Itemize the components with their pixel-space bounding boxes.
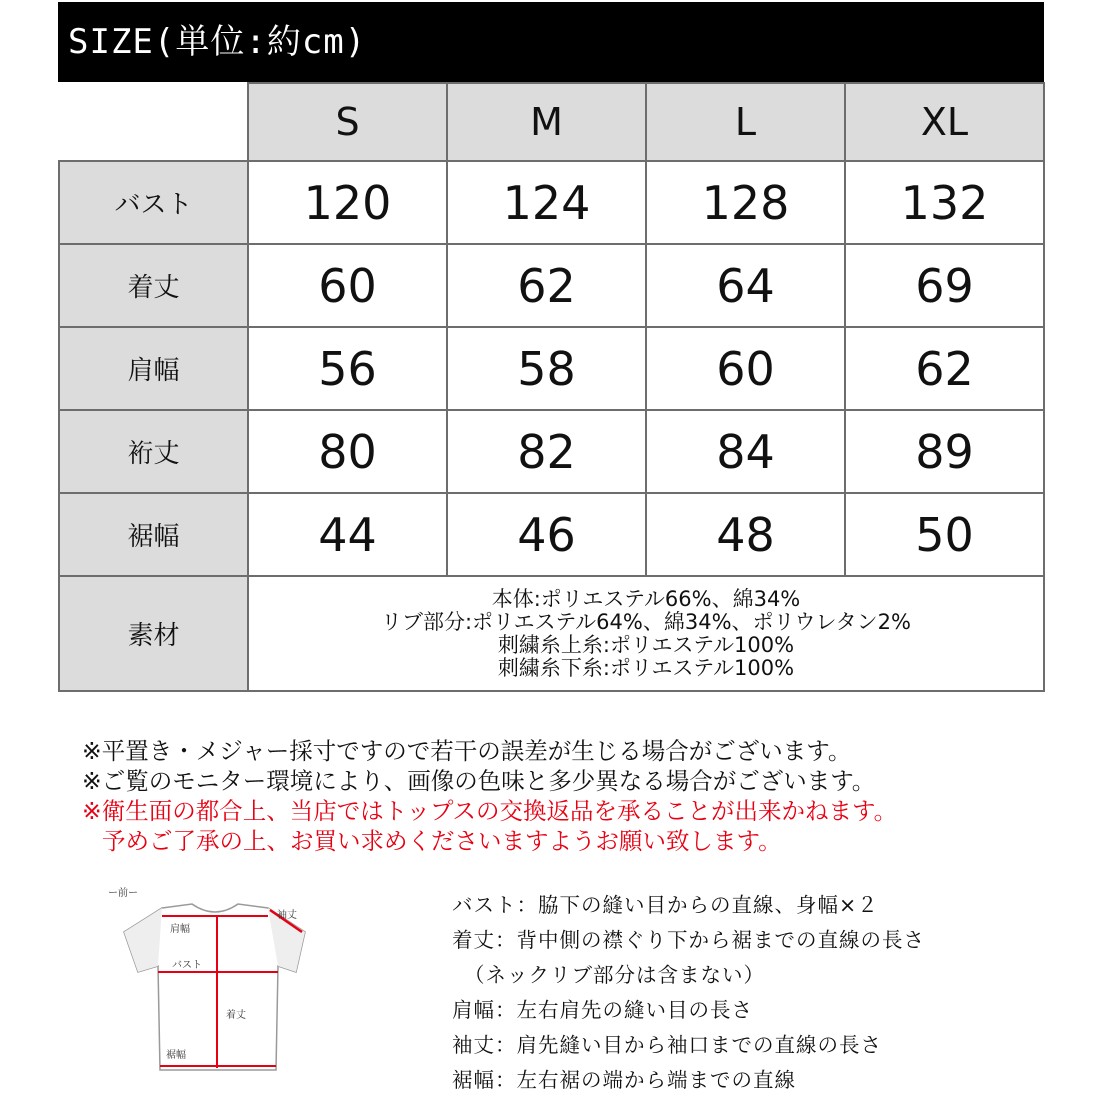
value-cell: 128 bbox=[646, 161, 845, 244]
note-line: ※ご覧のモニター環境により、画像の色味と多少異なる場合がございます。 bbox=[82, 767, 876, 795]
size-header-row bbox=[59, 83, 1044, 161]
value-cell: 80 bbox=[248, 410, 447, 493]
row-label-hem: 裾幅 bbox=[59, 493, 248, 576]
size-header-l: L bbox=[646, 83, 845, 161]
material-line: 刺繍糸上糸:ポリエステル100% bbox=[497, 632, 795, 657]
measurement-definitions bbox=[452, 888, 925, 1098]
value-cell: 62 bbox=[845, 327, 1044, 410]
definition-line: バスト：脇下の縫い目からの直線、身幅×２ bbox=[452, 893, 879, 917]
value-cell: 132 bbox=[845, 161, 1044, 244]
value-cell: 44 bbox=[248, 493, 447, 576]
corner-cell bbox=[59, 83, 248, 161]
table-row bbox=[59, 327, 1044, 410]
value-cell: 69 bbox=[845, 244, 1044, 327]
sleeve-shading-left bbox=[124, 908, 162, 972]
table-row bbox=[59, 410, 1044, 493]
diagram-shoulder-label: 肩幅 bbox=[170, 924, 190, 935]
size-header-m: M bbox=[447, 83, 646, 161]
material-row bbox=[59, 576, 1044, 691]
value-cell: 64 bbox=[646, 244, 845, 327]
table-row bbox=[59, 244, 1044, 327]
row-label-length: 着丈 bbox=[59, 244, 248, 327]
size-header-s: S bbox=[248, 83, 447, 161]
value-cell: 62 bbox=[447, 244, 646, 327]
value-cell: 120 bbox=[248, 161, 447, 244]
red-note-line: 予めご了承の上、お買い求めくださいますようお願い致します。 bbox=[102, 827, 782, 855]
row-label-material: 素材 bbox=[59, 576, 248, 691]
row-label-bust: バスト bbox=[59, 161, 248, 244]
value-cell: 46 bbox=[447, 493, 646, 576]
diagram-hem-label: 裾幅 bbox=[166, 1050, 186, 1061]
red-note-line: ※衛生面の都合上、当店ではトップスの交換返品を承ることが出来かねます。 bbox=[82, 797, 898, 825]
value-cell: 124 bbox=[447, 161, 646, 244]
definition-line: 袖丈：肩先縫い目から袖口までの直線の長さ bbox=[452, 1033, 882, 1057]
definition-line: （ネックリブ部分は含まない） bbox=[464, 963, 765, 987]
note-line: ※平置き・メジャー採寸ですので若干の誤差が生じる場合がございます。 bbox=[82, 737, 852, 765]
value-cell: 89 bbox=[845, 410, 1044, 493]
definition-line: 肩幅：左右肩先の縫い目の長さ bbox=[452, 998, 753, 1022]
value-cell: 60 bbox=[248, 244, 447, 327]
table-row bbox=[59, 161, 1044, 244]
notes bbox=[82, 736, 897, 856]
table-row bbox=[59, 493, 1044, 576]
value-cell: 56 bbox=[248, 327, 447, 410]
diagram-length-label: 着丈 bbox=[226, 1010, 246, 1021]
value-cell: 82 bbox=[447, 410, 646, 493]
value-cell: 50 bbox=[845, 493, 1044, 576]
value-cell: 48 bbox=[646, 493, 845, 576]
material-line: リブ部分:ポリエステル64%、綿34%、ポリウレタン2% bbox=[380, 609, 911, 634]
row-label-sleeve: 裄丈 bbox=[59, 410, 248, 493]
tshirt-measure-diagram bbox=[100, 880, 330, 1090]
diagram-sleeve-label: 袖丈 bbox=[277, 910, 297, 921]
size-header-xl: XL bbox=[845, 83, 1044, 161]
size-table-title: SIZE(単位:約cm) bbox=[58, 2, 1044, 82]
row-label-shoulder: 肩幅 bbox=[59, 327, 248, 410]
definition-line: 着丈：背中側の襟ぐり下から裾までの直線の長さ bbox=[452, 928, 925, 952]
material-line: 刺繍糸下糸:ポリエステル100% bbox=[497, 655, 795, 680]
value-cell: 58 bbox=[447, 327, 646, 410]
definition-line: 裾幅：左右裾の端から端までの直線 bbox=[452, 1068, 796, 1092]
material-cell bbox=[248, 576, 1044, 691]
value-cell: 84 bbox=[646, 410, 845, 493]
material-line: 本体:ポリエステル66%、綿34% bbox=[491, 586, 801, 611]
diagram-front-label: ー前ー bbox=[108, 888, 138, 899]
size-table bbox=[58, 82, 1045, 692]
diagram-bust-label: バスト bbox=[172, 960, 202, 971]
value-cell: 60 bbox=[646, 327, 845, 410]
